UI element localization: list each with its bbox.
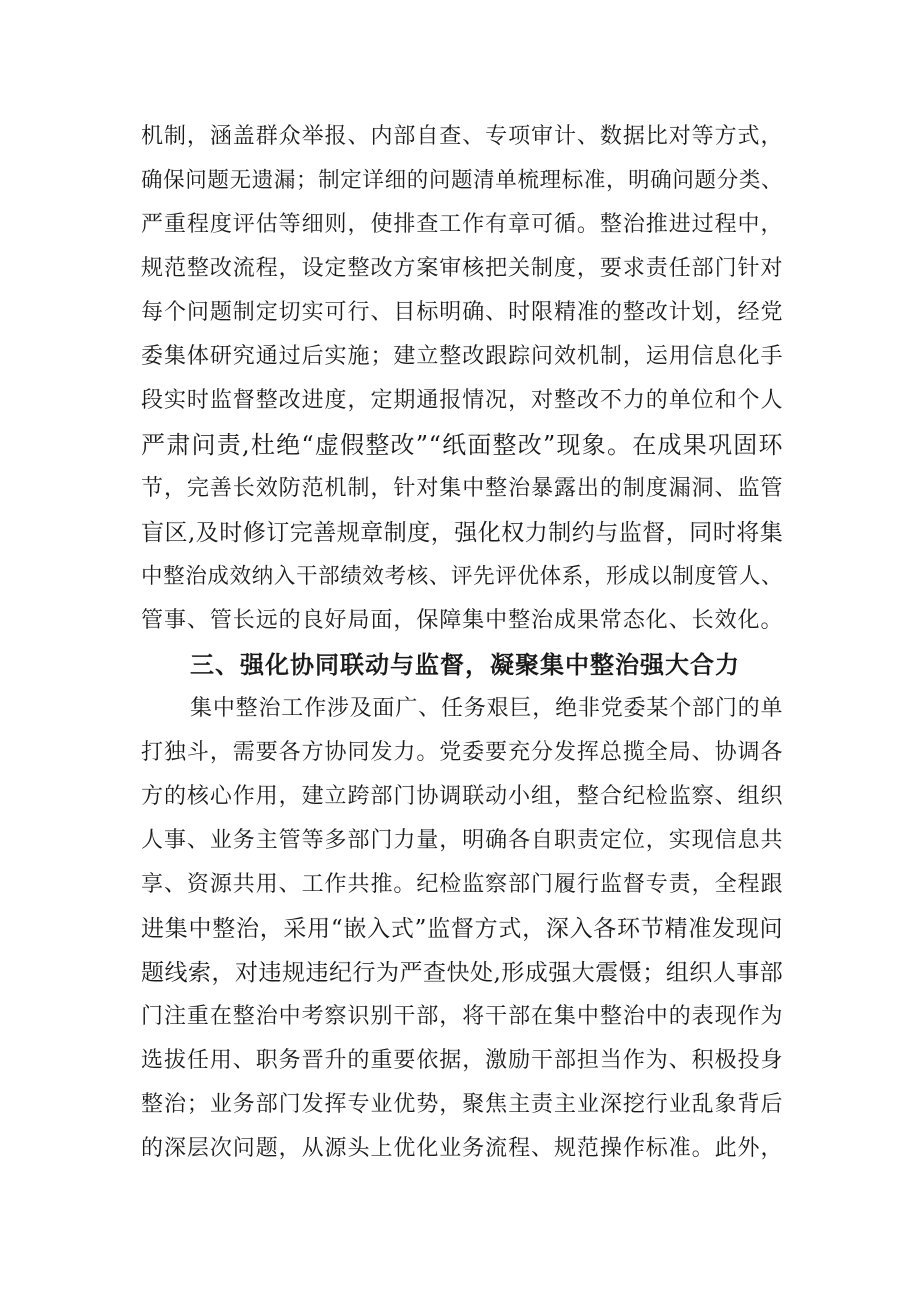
text-line: 的深层次问题，从源头上优化业务流程、规范操作标准。此外， (141, 1136, 783, 1161)
text-line: 人事、业务主管等多部门力量，明确各自职责定位，实现信息共 (141, 828, 783, 853)
section-heading: 三、强化协同联动与监督，凝聚集中整治强大合力 (190, 651, 740, 679)
text-line: 整治；业务部门发挥专业优势，聚焦主责主业深挖行业乱象背后 (141, 1092, 783, 1117)
text-line: 题线索，对违规违纪行为严查快处,形成强大震慑；组织人事部 (141, 960, 783, 986)
text-line: 委集体研究通过后实施；建立整改跟踪问效机制，运用信息化手 (141, 344, 783, 369)
text-line: 段实时监督整改进度，定期通报情况，对整改不力的单位和个人 (141, 388, 783, 413)
text-line: 盲区,及时修订完善规章制度，强化权力制约与监督，同时将集 (141, 520, 783, 546)
text-line: 中整治成效纳入干部绩效考核、评先评优体系，形成以制度管人、 (141, 564, 783, 589)
text-line: 确保问题无遗漏；制定详细的问题清单梳理标准，明确问题分类、 (141, 168, 783, 193)
text-line: 严重程度评估等细则，使排查工作有章可循。整治推进过程中， (141, 212, 783, 237)
text-line: 机制，涵盖群众举报、内部自查、专项审计、数据比对等方式， (141, 124, 783, 149)
text-line: 严肃问责,杜绝“虚假整改”“纸面整改”现象。在成果巩固环 (141, 431, 783, 459)
text-line: 集中整治工作涉及面广、任务艰巨，绝非党委某个部门的单 (190, 696, 783, 721)
text-line: 门注重在整治中考察识别干部，将干部在集中整治中的表现作为 (141, 1004, 783, 1029)
text-line: 享、资源共用、工作共推。纪检监察部门履行监督专责，全程跟 (141, 872, 783, 897)
text-line: 规范整改流程，设定整改方案审核把关制度，要求责任部门针对 (141, 256, 783, 281)
text-line: 每个问题制定切实可行、目标明确、时限精准的整改计划，经党 (141, 300, 783, 325)
text-line: 打独斗，需要各方协同发力。党委要充分发挥总揽全局、协调各 (141, 740, 783, 765)
text-line: 选拔任用、职务晋升的重要依据，激励干部担当作为、积极投身 (141, 1048, 783, 1073)
text-line: 节，完善长效防范机制，针对集中整治暴露出的制度漏洞、监管 (141, 476, 783, 501)
text-line: 管事、管长远的良好局面，保障集中整治成果常态化、长效化。 (141, 608, 783, 633)
text-line: 方的核心作用，建立跨部门协调联动小组，整合纪检监察、组织 (141, 784, 783, 809)
text-line: 进集中整治，采用“嵌入式”监督方式，深入各环节精准发现问 (141, 916, 783, 942)
